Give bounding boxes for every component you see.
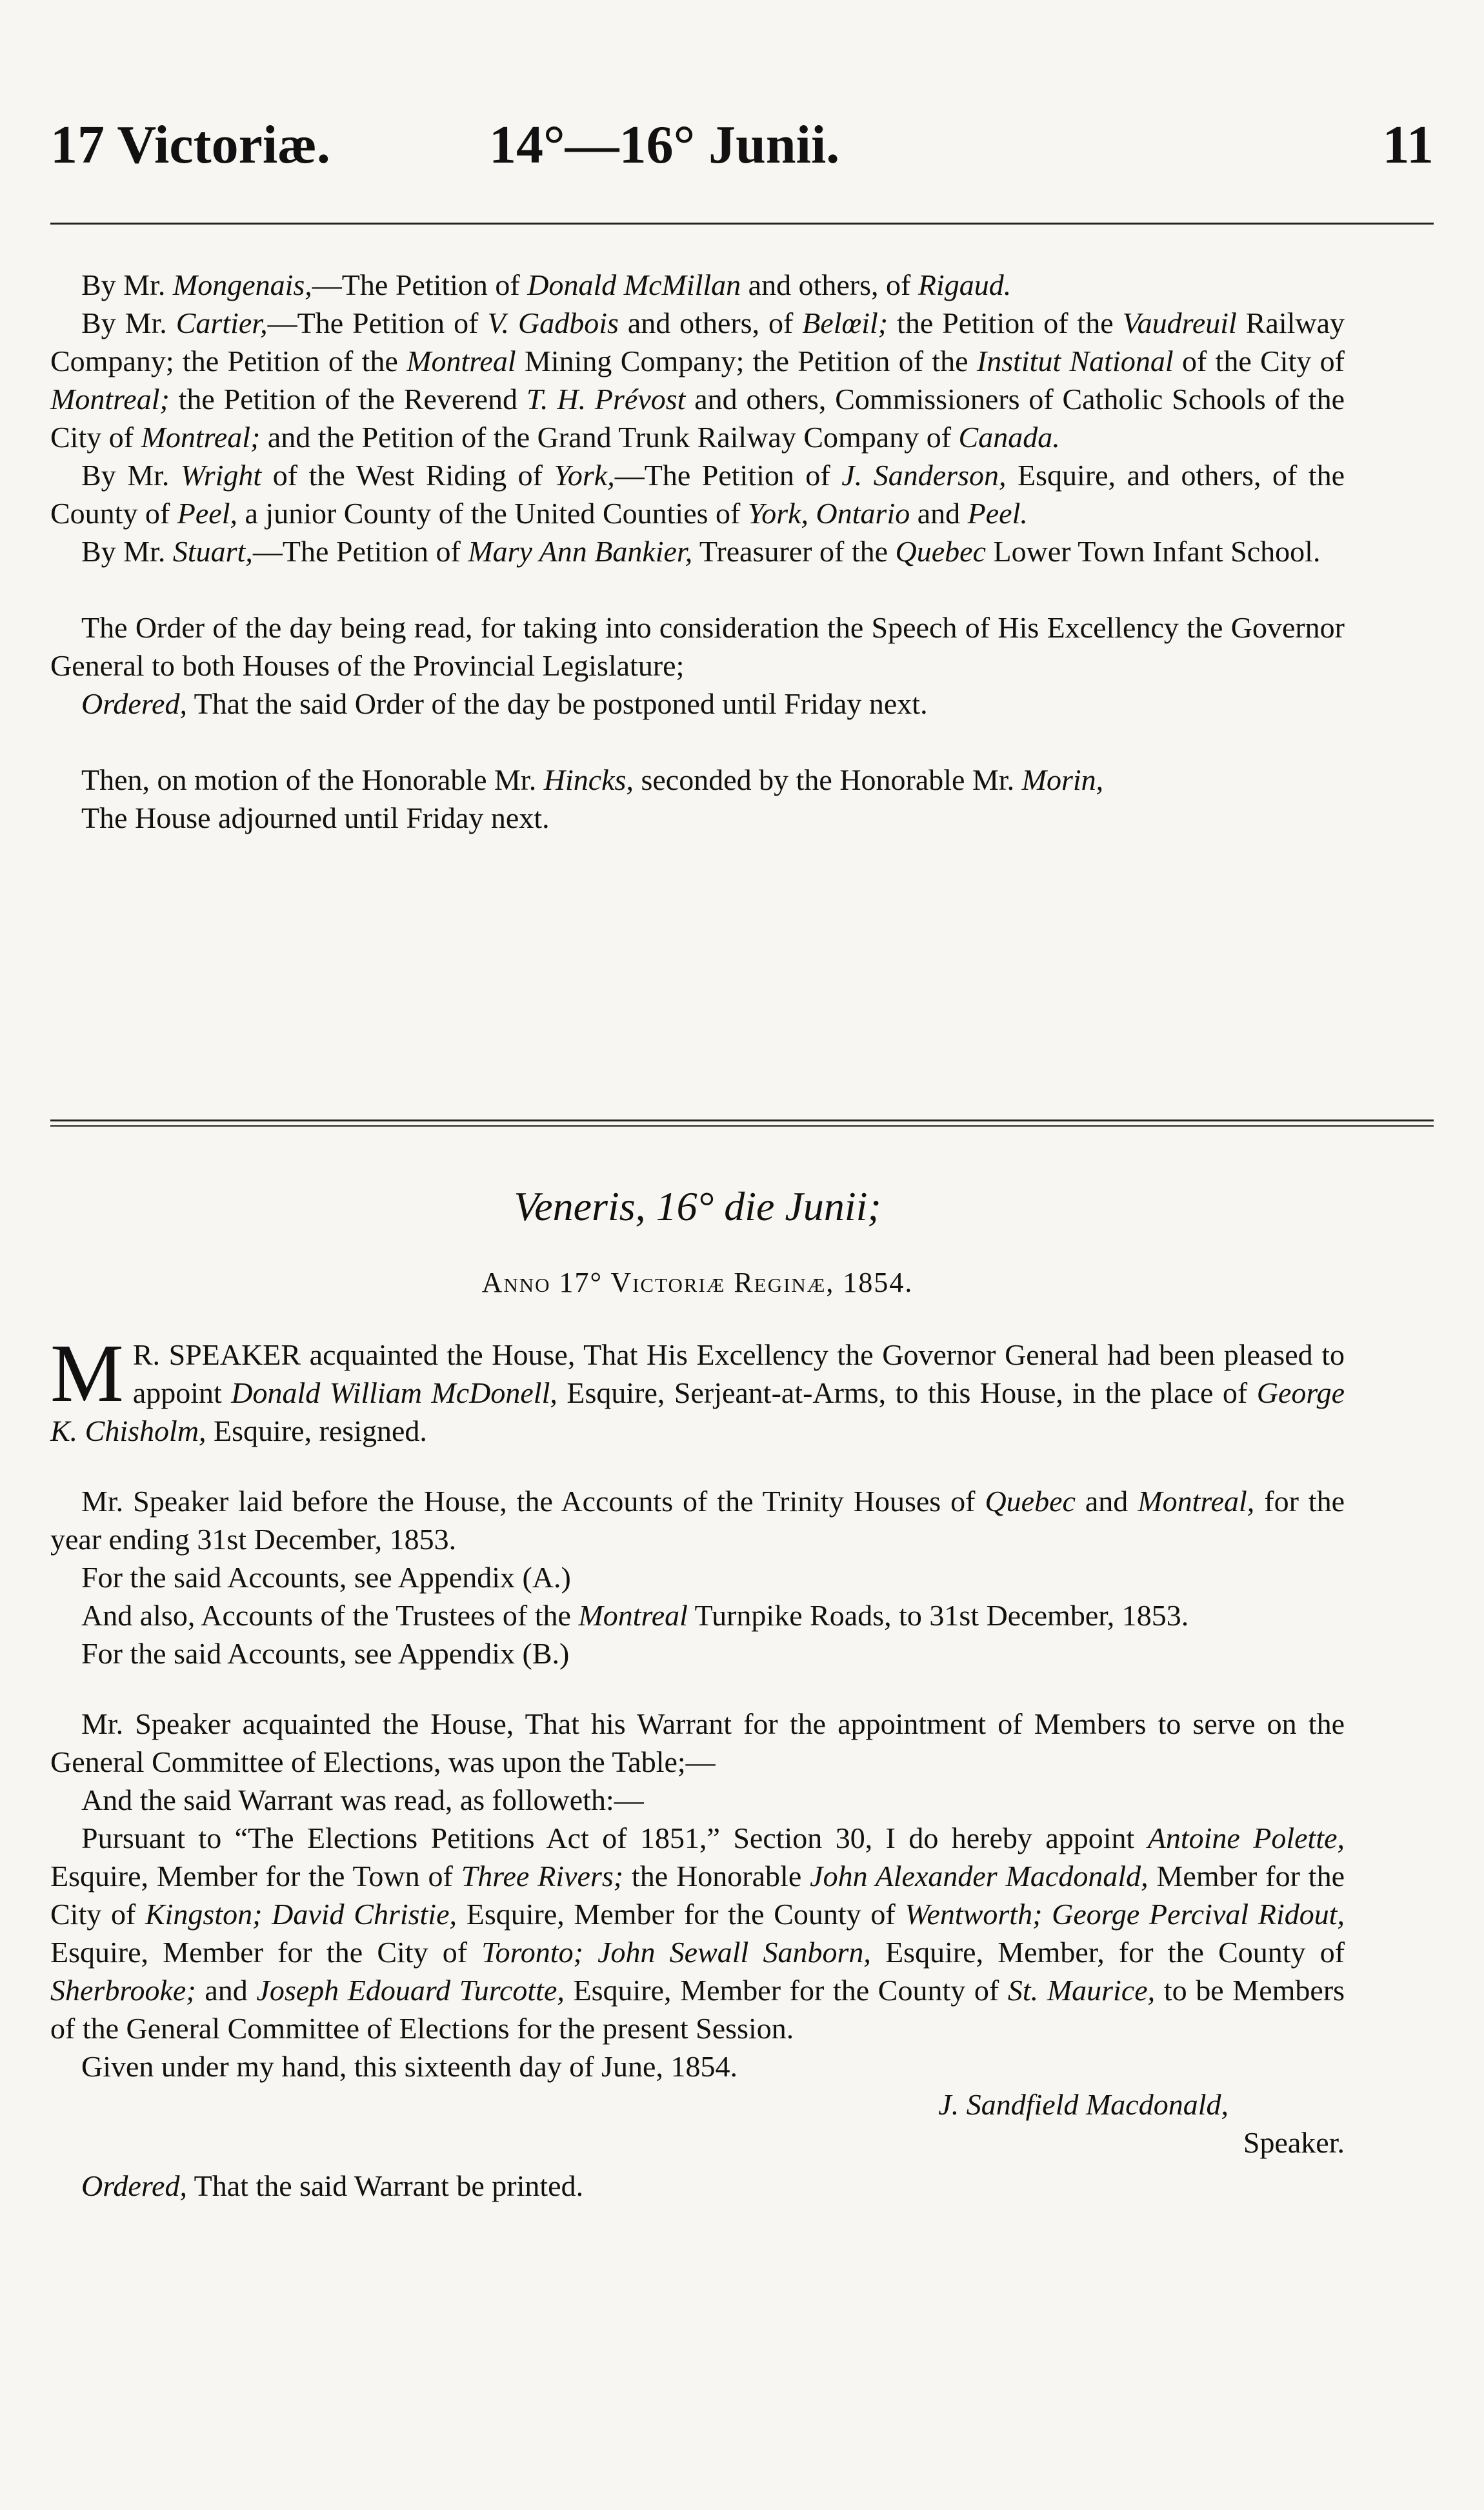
warrant-text-paragraph: Pursuant to “The Elections Petitions Act of 1851,” Section 30, I do hereby appoint Antoine Polette, Esquire, Member for the Town of Three Rivers; the Honorable John Alexander Macdonald, Member for the City of Kingston; David Christie, Esquire, Member for the County of Wentworth; George Percival Ridout, Esquire, Member for the City of Toronto; John Sewall Sanborn, Esquire, Member, for the County of Sherbrooke; and Joseph Edouard Turcotte, Esquire, Member for the County of St. Maurice, to be Members of the General Committee of Elections for the present Session. bbox=[50, 1822, 1345, 2045]
signature-title: Speaker. bbox=[1243, 2126, 1345, 2159]
drop-cap: M bbox=[50, 1327, 124, 1419]
proceedings-section bbox=[50, 1327, 1345, 2205]
petition-paragraph: By Mr. Stuart,—The Petition of Mary Ann Bankier, Treasurer of the Quebec Lower Town Infant School. bbox=[81, 535, 1321, 568]
appendix-b-paragraph: For the said Accounts, see Appendix (B.) bbox=[81, 1637, 570, 1670]
appendix-a-paragraph: For the said Accounts, see Appendix (A.) bbox=[81, 1561, 571, 1594]
section-rule bbox=[50, 1119, 1434, 1121]
sitting-date: Veneris, 16° die Junii; bbox=[514, 1183, 881, 1229]
regnal-year-line: Anno 17° Victoriæ Reginæ, 1854. bbox=[481, 1267, 914, 1298]
ordered-printed-paragraph: Ordered, That the said Warrant be printed. bbox=[81, 2169, 584, 2202]
given-under-hand-paragraph: Given under my hand, this sixteenth day of June, 1854. bbox=[81, 2050, 737, 2083]
signature-name: J. Sandfield Macdonald, bbox=[938, 2088, 1228, 2121]
petition-paragraph: By Mr. Wright of the West Riding of York,—The Petition of J. Sanderson, Esquire, and others, of the County of Peel, a junior County of the United Counties of York, Ontario and Peel. bbox=[50, 459, 1345, 530]
turnpike-paragraph: And also, Accounts of the Trustees of the Montreal Turnpike Roads, to 31st December, 1853. bbox=[81, 1599, 1189, 1632]
page-number: 11 bbox=[1382, 115, 1434, 175]
header-rule bbox=[50, 223, 1434, 225]
motion-paragraph: Then, on motion of the Honorable Mr. Hincks, seconded by the Honorable Mr. Morin, bbox=[81, 763, 1104, 796]
header-dates: 14°—16° Junii. bbox=[489, 115, 840, 175]
header-regnal-year: 17 Victoriæ. bbox=[50, 115, 330, 175]
sitting-heading bbox=[50, 1178, 1345, 1305]
warrant-read-paragraph: And the said Warrant was read, as followeth:— bbox=[81, 1783, 644, 1816]
accounts-paragraph: Mr. Speaker laid before the House, the Accounts of the Trinity Houses of Quebec and Montreal, for the year ending 31st December, 1853. bbox=[50, 1485, 1345, 1556]
petitions-section bbox=[50, 266, 1345, 837]
petition-paragraph: By Mr. Cartier,—The Petition of V. Gadbois and others, of Belœil; the Petition of the Vaudreuil Railway Company; the Petition of the Montreal Mining Company; the Petition of the Institut National of the City of Montreal; the Petition of the Reverend T. H. Prévost and others, Commissioners of Catholic Schools of the City of Montreal; and the Petition of the Grand Trunk Railway Company of Canada. bbox=[50, 306, 1345, 454]
order-of-day-paragraph: The Order of the day being read, for taking into consideration the Speech of His Excellency the Governor General to both Houses of the Provincial Legislature; bbox=[50, 611, 1345, 682]
petition-paragraph: By Mr. Mongenais,—The Petition of Donald McMillan and others, of Rigaud. bbox=[81, 268, 1012, 301]
ordered-paragraph: Ordered, That the said Order of the day be postponed until Friday next. bbox=[81, 687, 928, 720]
running-header bbox=[50, 110, 1434, 181]
serjeant-paragraph: M R. SPEAKER acquainted the House, That His Excellency the Governor General had been pleased to appoint Donald William McDonell, Esquire, Serjeant-at-Arms, to this House, in the place of George K. Chisholm, Esquire, resigned. bbox=[50, 1327, 1345, 1447]
warrant-paragraph: Mr. Speaker acquainted the House, That his Warrant for the appointment of Members to serve on the General Committee of Elections, was upon the Table;— bbox=[50, 1707, 1345, 1778]
adjourned-paragraph: The House adjourned until Friday next. bbox=[81, 801, 550, 834]
